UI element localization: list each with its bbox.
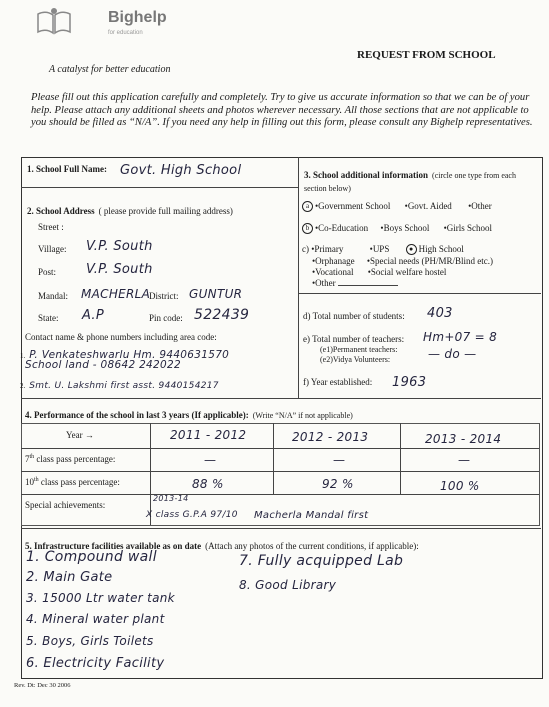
tenth-pass-2012: 92 % (322, 477, 354, 491)
additional-info-label (304, 168, 540, 194)
students-label: d) Total number of students: (303, 311, 405, 321)
logo (34, 6, 174, 42)
performance-heading: 4. Performance of the school in last 3 years (If applicable): (25, 410, 249, 420)
year-2012: 2012 - 2013 (292, 430, 369, 444)
option-special-needs: Special needs (PH/MR/Blind etc.) (370, 256, 494, 266)
page-title: REQUEST FROM SCHOOL (357, 49, 496, 61)
option-other-2: Other (315, 278, 336, 288)
special-row: •Orphanage •Special needs (PH/MR/Blind etc.) (312, 256, 494, 266)
school-type-row: a •Government School •Govt. Aided •Other (302, 201, 492, 212)
address-note: ( please provide full mailing address) (98, 206, 233, 216)
circle-b-marker: b (302, 223, 313, 234)
achievements-value: X class G.P.A 97/10 (146, 510, 238, 520)
table-row-line-3 (21, 494, 539, 495)
street-label: Street : (38, 222, 64, 232)
achievements-value-2: Macherla Mandal first (254, 510, 369, 521)
state-label: State: (38, 313, 59, 323)
option-boys-school: Boys School (383, 223, 430, 233)
seventh-pass-label (25, 454, 115, 464)
additional-info-heading: 3. School additional information (304, 170, 429, 180)
district-label: District: (149, 291, 179, 301)
table-row-line-1 (21, 448, 539, 449)
year-2013: 2013 - 2014 (425, 432, 502, 446)
table-row-line-2 (21, 471, 539, 472)
option-other-1: Other (471, 201, 492, 211)
infrastructure-heading: 5. Infrastructure facilities available as on date (25, 541, 202, 551)
option-govt-aided: Govt. Aided (407, 201, 452, 211)
circle-a-marker: a (302, 201, 313, 212)
brand-name: Bighelp (108, 9, 167, 26)
pin-value: 522439 (194, 307, 250, 323)
infra-item-1: 1. Compound wall (26, 549, 157, 565)
revision-date: Rev. Dt: Dec 30 2006 (14, 682, 71, 689)
year-value: 1963 (392, 375, 427, 390)
address-heading: 2. School Address (27, 206, 95, 216)
instructions-text: Please fill out this application carefully and completely. Try to give us accurate information so that we can be of your help. Please attach any additional sheets and photos wherever necessary. All those sections that are not applicable to you should be filled as “N/A”. If you need any help in filling out this form, please consult any Bighelp representatives. (31, 92, 533, 129)
option-vocational: Vocational (315, 267, 354, 277)
achievements-year: 2013-14 (153, 494, 189, 503)
post-label: Post: (38, 267, 57, 277)
mandal-value: MACHERLA (81, 287, 151, 301)
infra-item-5: 5. Boys, Girls Toilets (26, 634, 154, 648)
mandal-label: Mandal: (38, 291, 68, 301)
contact-line-3: 2. Smt. U. Lakshmi first asst. 9440154217 (20, 381, 219, 391)
coeducation-row: b •Co-Education •Boys School •Girls School (302, 223, 492, 234)
option-primary: Primary (314, 244, 344, 254)
infra-item-3: 3. 15000 Ltr water tank (26, 591, 175, 605)
students-value: 403 (427, 306, 453, 321)
circle-c-marker: c (302, 244, 306, 254)
post-value: V.P. South (86, 262, 153, 277)
performance-note: (Write “N/A” if not applicable) (252, 411, 353, 420)
school-name-label: 1. School Full Name: (27, 164, 107, 174)
tenth-pass-label-pre: 10 (25, 477, 34, 487)
vocational-row: •Vocational •Social welfare hostel (312, 267, 447, 277)
seventh-pass-label-sup: th (29, 454, 35, 460)
option-orphanage: Orphanage (315, 256, 355, 266)
volunteers-label: (e2)Vidya Volunteers: (320, 355, 391, 364)
tenth-pass-2011: 88 % (192, 477, 224, 491)
seventh-pass-2012: — (333, 453, 346, 467)
option-co-education: Co-Education (318, 223, 369, 233)
option-girls-school: Girls School (446, 223, 492, 233)
year-2011: 2011 - 2012 (170, 428, 247, 442)
divider-s5 (21, 528, 541, 529)
tenth-pass-label-post: class pass percentage: (38, 477, 120, 487)
contact-line-1: 1. P. Venkateshwarlu Hm. 9440631570 (20, 349, 230, 361)
village-value: V.P. South (86, 239, 153, 254)
achievements-label: Special achievements: (25, 500, 106, 510)
infra-item-4: 4. Mineral water plant (26, 612, 165, 626)
address-label (27, 201, 233, 219)
village-label: Village: (38, 244, 67, 254)
state-value: A.P (82, 308, 105, 323)
option-government-school: Government School (318, 201, 391, 211)
option-high-school: High School (418, 244, 464, 254)
divider-s4 (21, 398, 541, 399)
infrastructure-note: (Attach any photos of the current conditions, if applicable): (205, 541, 419, 551)
seventh-pass-label-post: class pass percentage: (34, 454, 116, 464)
year-label: f) Year established: (303, 377, 373, 387)
teachers-label: e) Total number of teachers: (303, 334, 405, 344)
seventh-pass-label-pre: 7 (25, 454, 30, 464)
option-social-welfare: Social welfare hostel (370, 267, 447, 277)
additional-info-note: (circle one type from each section below) (304, 171, 516, 193)
contact-3-value: Smt. U. Lakshmi first asst. 9440154217 (29, 381, 219, 391)
seventh-pass-2013: — (458, 453, 471, 467)
district-value: GUNTUR (189, 287, 243, 301)
infra-item-6: 6. Electricity Facility (26, 656, 165, 671)
infra-item-2: 2. Main Gate (26, 570, 113, 585)
permanent-label: (e1)Permanent teachers: (320, 345, 398, 354)
year-header: Year → (66, 430, 94, 440)
table-col-line-2 (273, 423, 274, 495)
other-row: •Other (312, 278, 398, 288)
contact-line-2: School land - 08642 242022 (25, 359, 181, 371)
option-ups: UPS (372, 244, 390, 254)
volunteers-value: — do — (428, 347, 477, 361)
logo-icon (34, 6, 74, 38)
teachers-value: Hm+07 = 8 (423, 330, 498, 344)
pin-label: Pin code: (149, 313, 183, 323)
performance-label (25, 405, 353, 423)
divider-right-top (298, 293, 541, 294)
contact-label: Contact name & phone numbers including area code: (25, 332, 217, 342)
infra-item-8: 8. Good Library (239, 578, 337, 592)
table-col-line-3 (400, 423, 401, 495)
contact-1-value: P. Venkateshwarlu Hm. 9440631570 (29, 349, 230, 361)
divider-upper-vertical (298, 157, 299, 398)
brand-subtitle: for education (108, 30, 143, 36)
school-name-value: Govt. High School (120, 163, 242, 178)
infra-item-7: 7. Fully acquipped Lab (239, 553, 404, 569)
tenth-pass-label (25, 477, 120, 487)
tagline: A catalyst for better education (49, 64, 171, 75)
divider-s1 (21, 187, 298, 188)
tenth-pass-label-sup: th (34, 477, 39, 483)
tenth-pass-2013: 100 % (440, 479, 480, 493)
seventh-pass-2011: — (204, 453, 217, 467)
level-row: c) •Primary •UPS ● High School (302, 244, 464, 254)
high-school-circle-icon: ● (406, 244, 417, 255)
